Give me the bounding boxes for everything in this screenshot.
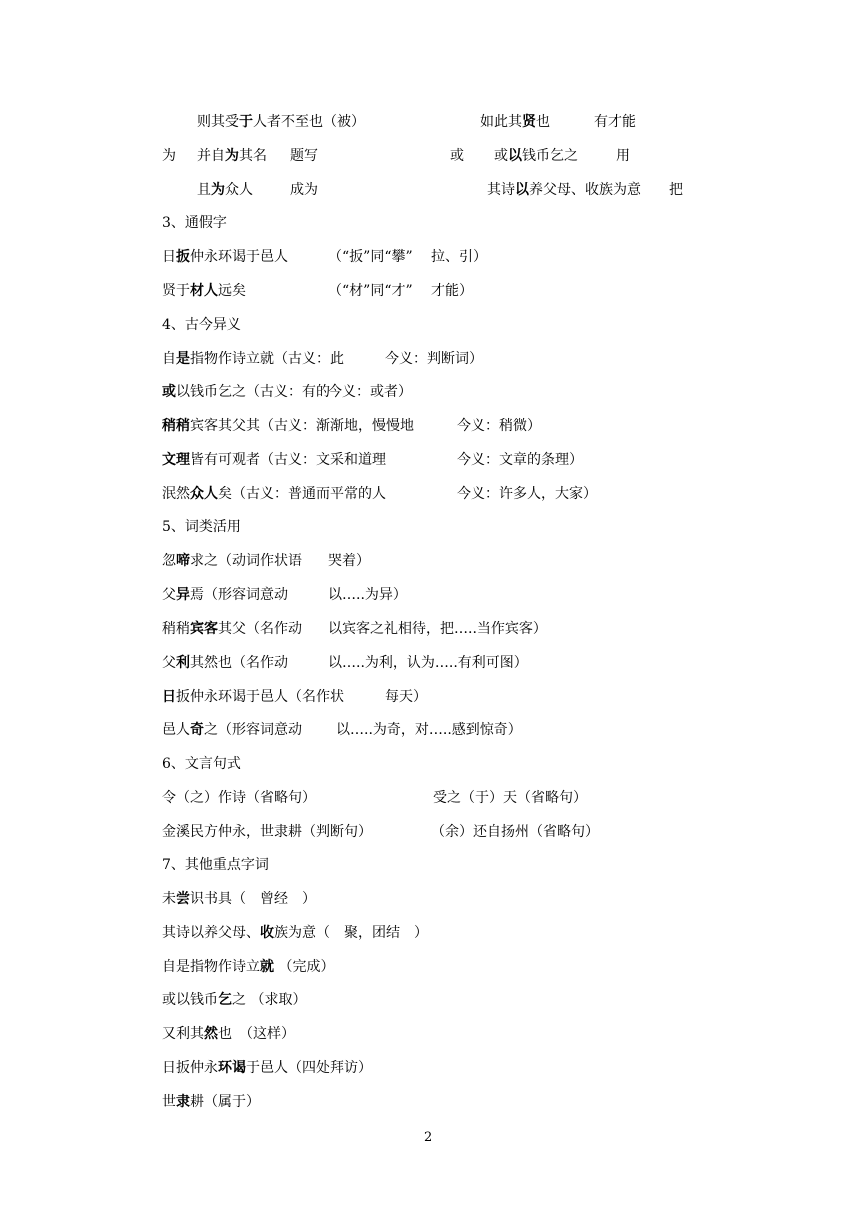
list-item [162, 823, 372, 841]
text-segment: 世 [162, 1094, 176, 1110]
list-item [162, 958, 334, 976]
table-row [480, 113, 550, 131]
page-number: 2 [424, 1130, 433, 1145]
text-segment: 日扳仲永 [162, 1060, 218, 1076]
text-segment: 为 [162, 148, 176, 164]
key-term: 以 [508, 148, 522, 164]
table-row [197, 113, 365, 131]
section-heading [162, 856, 269, 874]
text-segment: 才能） [431, 283, 473, 299]
text-segment: 每天） [385, 689, 427, 705]
list-item [162, 924, 428, 942]
text-segment: 其父（名作动 [218, 621, 302, 637]
key-term: 是 [176, 351, 190, 367]
text-segment: 其诗以养父母、 [162, 925, 260, 941]
text-segment: 之（形容词意动 [204, 722, 302, 738]
list-item [162, 1059, 372, 1077]
text-segment: 也 [536, 114, 550, 130]
list-item [162, 890, 316, 908]
text-segment: （余）还自扬州（省略句） [431, 824, 599, 840]
key-term: 日 [162, 689, 176, 705]
list-item [162, 991, 306, 1009]
text-segment: 如此其 [480, 114, 522, 130]
text-segment: 仲永环谒于邑人 [190, 249, 288, 265]
text-segment: 其名 [239, 148, 267, 164]
list-item [328, 586, 407, 604]
text-segment: 其然也（名作动 [190, 655, 288, 671]
table-row [669, 181, 683, 199]
text-segment: 今义：或者） [328, 384, 412, 400]
text-segment: 未 [162, 891, 176, 907]
key-term: 贤 [522, 114, 536, 130]
text-segment: 贤于 [162, 283, 190, 299]
list-item [457, 451, 583, 469]
section-heading [162, 316, 241, 334]
text-segment: 则其受 [197, 114, 239, 130]
text-segment: 以…..为奇，对…..感到惊奇） [336, 722, 522, 738]
text-segment: 受之（于）天（省略句） [433, 790, 587, 806]
list-item [328, 282, 413, 300]
list-item [431, 823, 599, 841]
text-segment: 于邑人（四处拜访） [246, 1060, 372, 1076]
text-segment: 有才能 [594, 114, 636, 130]
text-segment: 忽 [162, 553, 176, 569]
text-segment: 金溪民方仲永，世隶耕（判断句） [162, 824, 372, 840]
list-item [162, 383, 330, 401]
text-segment: 皆有可观者（古义：文采和道理 [190, 452, 386, 468]
section-heading [162, 518, 241, 536]
list-item [162, 451, 386, 469]
text-segment: 稍稍 [162, 621, 190, 637]
list-item [328, 620, 547, 638]
list-item [433, 789, 587, 807]
text-segment: 父 [162, 655, 176, 671]
text-segment: 今义：稍微） [457, 418, 541, 434]
list-item [328, 383, 412, 401]
text-segment: 拉、引） [431, 249, 487, 265]
text-segment: 众人 [225, 182, 253, 198]
text-segment: 邑人 [162, 722, 190, 738]
key-term: 然 [204, 1026, 218, 1042]
text-segment: 令（之）作诗（省略句） [162, 790, 316, 806]
section-heading [162, 755, 241, 773]
table-row [197, 147, 267, 165]
key-term: 扳 [176, 249, 190, 265]
text-segment: 钱币乞之 [522, 148, 578, 164]
key-term: 就 [260, 959, 274, 975]
text-segment: 泯然 [162, 486, 190, 502]
text-segment: 且 [197, 182, 211, 198]
text-segment: 又利其 [162, 1026, 204, 1042]
text-segment: 扳仲永环谒于邑人（名作状 [176, 689, 344, 705]
key-term: 隶 [176, 1094, 190, 1110]
text-segment: 今义：许多人，大家） [457, 486, 597, 502]
text-segment: 焉（形容词意动 [190, 587, 288, 603]
text-segment: 把 [669, 182, 683, 198]
key-term: 稍稍 [162, 418, 190, 434]
text-segment: 或 [494, 148, 508, 164]
list-item [162, 620, 302, 638]
text-segment: 以…..为利，认为…..有利可图） [328, 655, 528, 671]
text-segment: 或以钱币 [162, 992, 218, 1008]
list-item [162, 417, 414, 435]
section-heading [162, 214, 227, 232]
key-term: 啼 [176, 553, 190, 569]
text-segment: 人者不至也（被） [253, 114, 365, 130]
key-term: 利 [176, 655, 190, 671]
text-segment: 识书具（ 曾经 ） [190, 891, 316, 907]
text-segment: 宾客其父其（古义：渐渐地，慢慢地 [190, 418, 414, 434]
text-segment: 4、古今异义 [162, 317, 241, 333]
key-term: 材人 [190, 283, 218, 299]
text-segment: 7、其他重点字词 [162, 857, 269, 873]
text-segment: 6、文言句式 [162, 756, 241, 772]
list-item [162, 789, 316, 807]
text-segment: 也 （这样） [218, 1026, 295, 1042]
key-term: 收 [260, 925, 274, 941]
text-segment: 自 [162, 351, 176, 367]
key-term: 乞 [218, 992, 232, 1008]
text-segment: 或 [450, 148, 464, 164]
key-term: 文理 [162, 452, 190, 468]
list-item [162, 350, 344, 368]
text-segment: 题写 [290, 148, 318, 164]
list-item [162, 654, 288, 672]
table-row [290, 181, 318, 199]
key-term: 为 [211, 182, 225, 198]
key-term: 众人 [190, 486, 218, 502]
key-term: 环谒 [218, 1060, 246, 1076]
list-item [431, 248, 487, 266]
text-segment: 自是指物作诗立 [162, 959, 260, 975]
text-segment: 以钱币乞之（古义：有的 [176, 384, 330, 400]
text-segment: 今义：文章的条理） [457, 452, 583, 468]
key-term: 奇 [190, 722, 204, 738]
text-segment: 3、通假字 [162, 215, 227, 231]
text-segment: 父 [162, 587, 176, 603]
list-item [162, 1025, 295, 1043]
text-segment: 指物作诗立就（古义：此 [190, 351, 344, 367]
list-item [385, 350, 483, 368]
table-row [450, 147, 464, 165]
list-item [328, 552, 370, 570]
text-segment: 并自 [197, 148, 225, 164]
table-row [494, 147, 578, 165]
key-term: 于 [239, 114, 253, 130]
text-segment: 之 （求取） [232, 992, 307, 1008]
list-item [328, 248, 413, 266]
text-segment: 耕（属于） [190, 1094, 260, 1110]
text-segment: 以宾客之礼相待，把…..当作宾客） [328, 621, 547, 637]
table-row [594, 113, 636, 131]
list-item [431, 282, 473, 300]
list-item [162, 688, 344, 706]
table-row [162, 147, 176, 165]
list-item [162, 586, 288, 604]
text-segment: 日 [162, 249, 176, 265]
list-item [328, 654, 528, 672]
list-item [336, 721, 522, 739]
list-item [162, 282, 246, 300]
text-segment: （“材”同“才” [328, 283, 413, 299]
list-item [457, 485, 597, 503]
key-term: 宾客 [190, 621, 218, 637]
text-segment: 远矣 [218, 283, 246, 299]
text-segment: 5、词类活用 [162, 519, 241, 535]
list-item [162, 552, 302, 570]
text-segment: （“扳”同“攀” [328, 249, 413, 265]
table-row [197, 181, 253, 199]
text-segment: 求之（动词作状语 [190, 553, 302, 569]
text-segment: 今义：判断词） [385, 351, 483, 367]
text-segment: 矣（古义：普通而平常的人 [218, 486, 386, 502]
list-item [457, 417, 541, 435]
list-item [385, 688, 427, 706]
text-segment: 哭着） [328, 553, 370, 569]
text-segment: 成为 [290, 182, 318, 198]
list-item [162, 248, 288, 266]
text-segment: 用 [616, 148, 630, 164]
list-item [162, 485, 386, 503]
text-segment: 族为意（ 聚，团结 ） [274, 925, 428, 941]
table-row [487, 181, 641, 199]
text-segment: （完成） [274, 959, 335, 975]
key-term: 或 [162, 384, 176, 400]
key-term: 以 [515, 182, 529, 198]
table-row [616, 147, 630, 165]
list-item [162, 1093, 260, 1111]
list-item [162, 721, 302, 739]
table-row [290, 147, 318, 165]
key-term: 为 [225, 148, 239, 164]
text-segment: 以…..为异） [328, 587, 407, 603]
text-segment: 养父母、收族为意 [529, 182, 641, 198]
key-term: 尝 [176, 891, 190, 907]
text-segment: 其诗 [487, 182, 515, 198]
key-term: 异 [176, 587, 190, 603]
